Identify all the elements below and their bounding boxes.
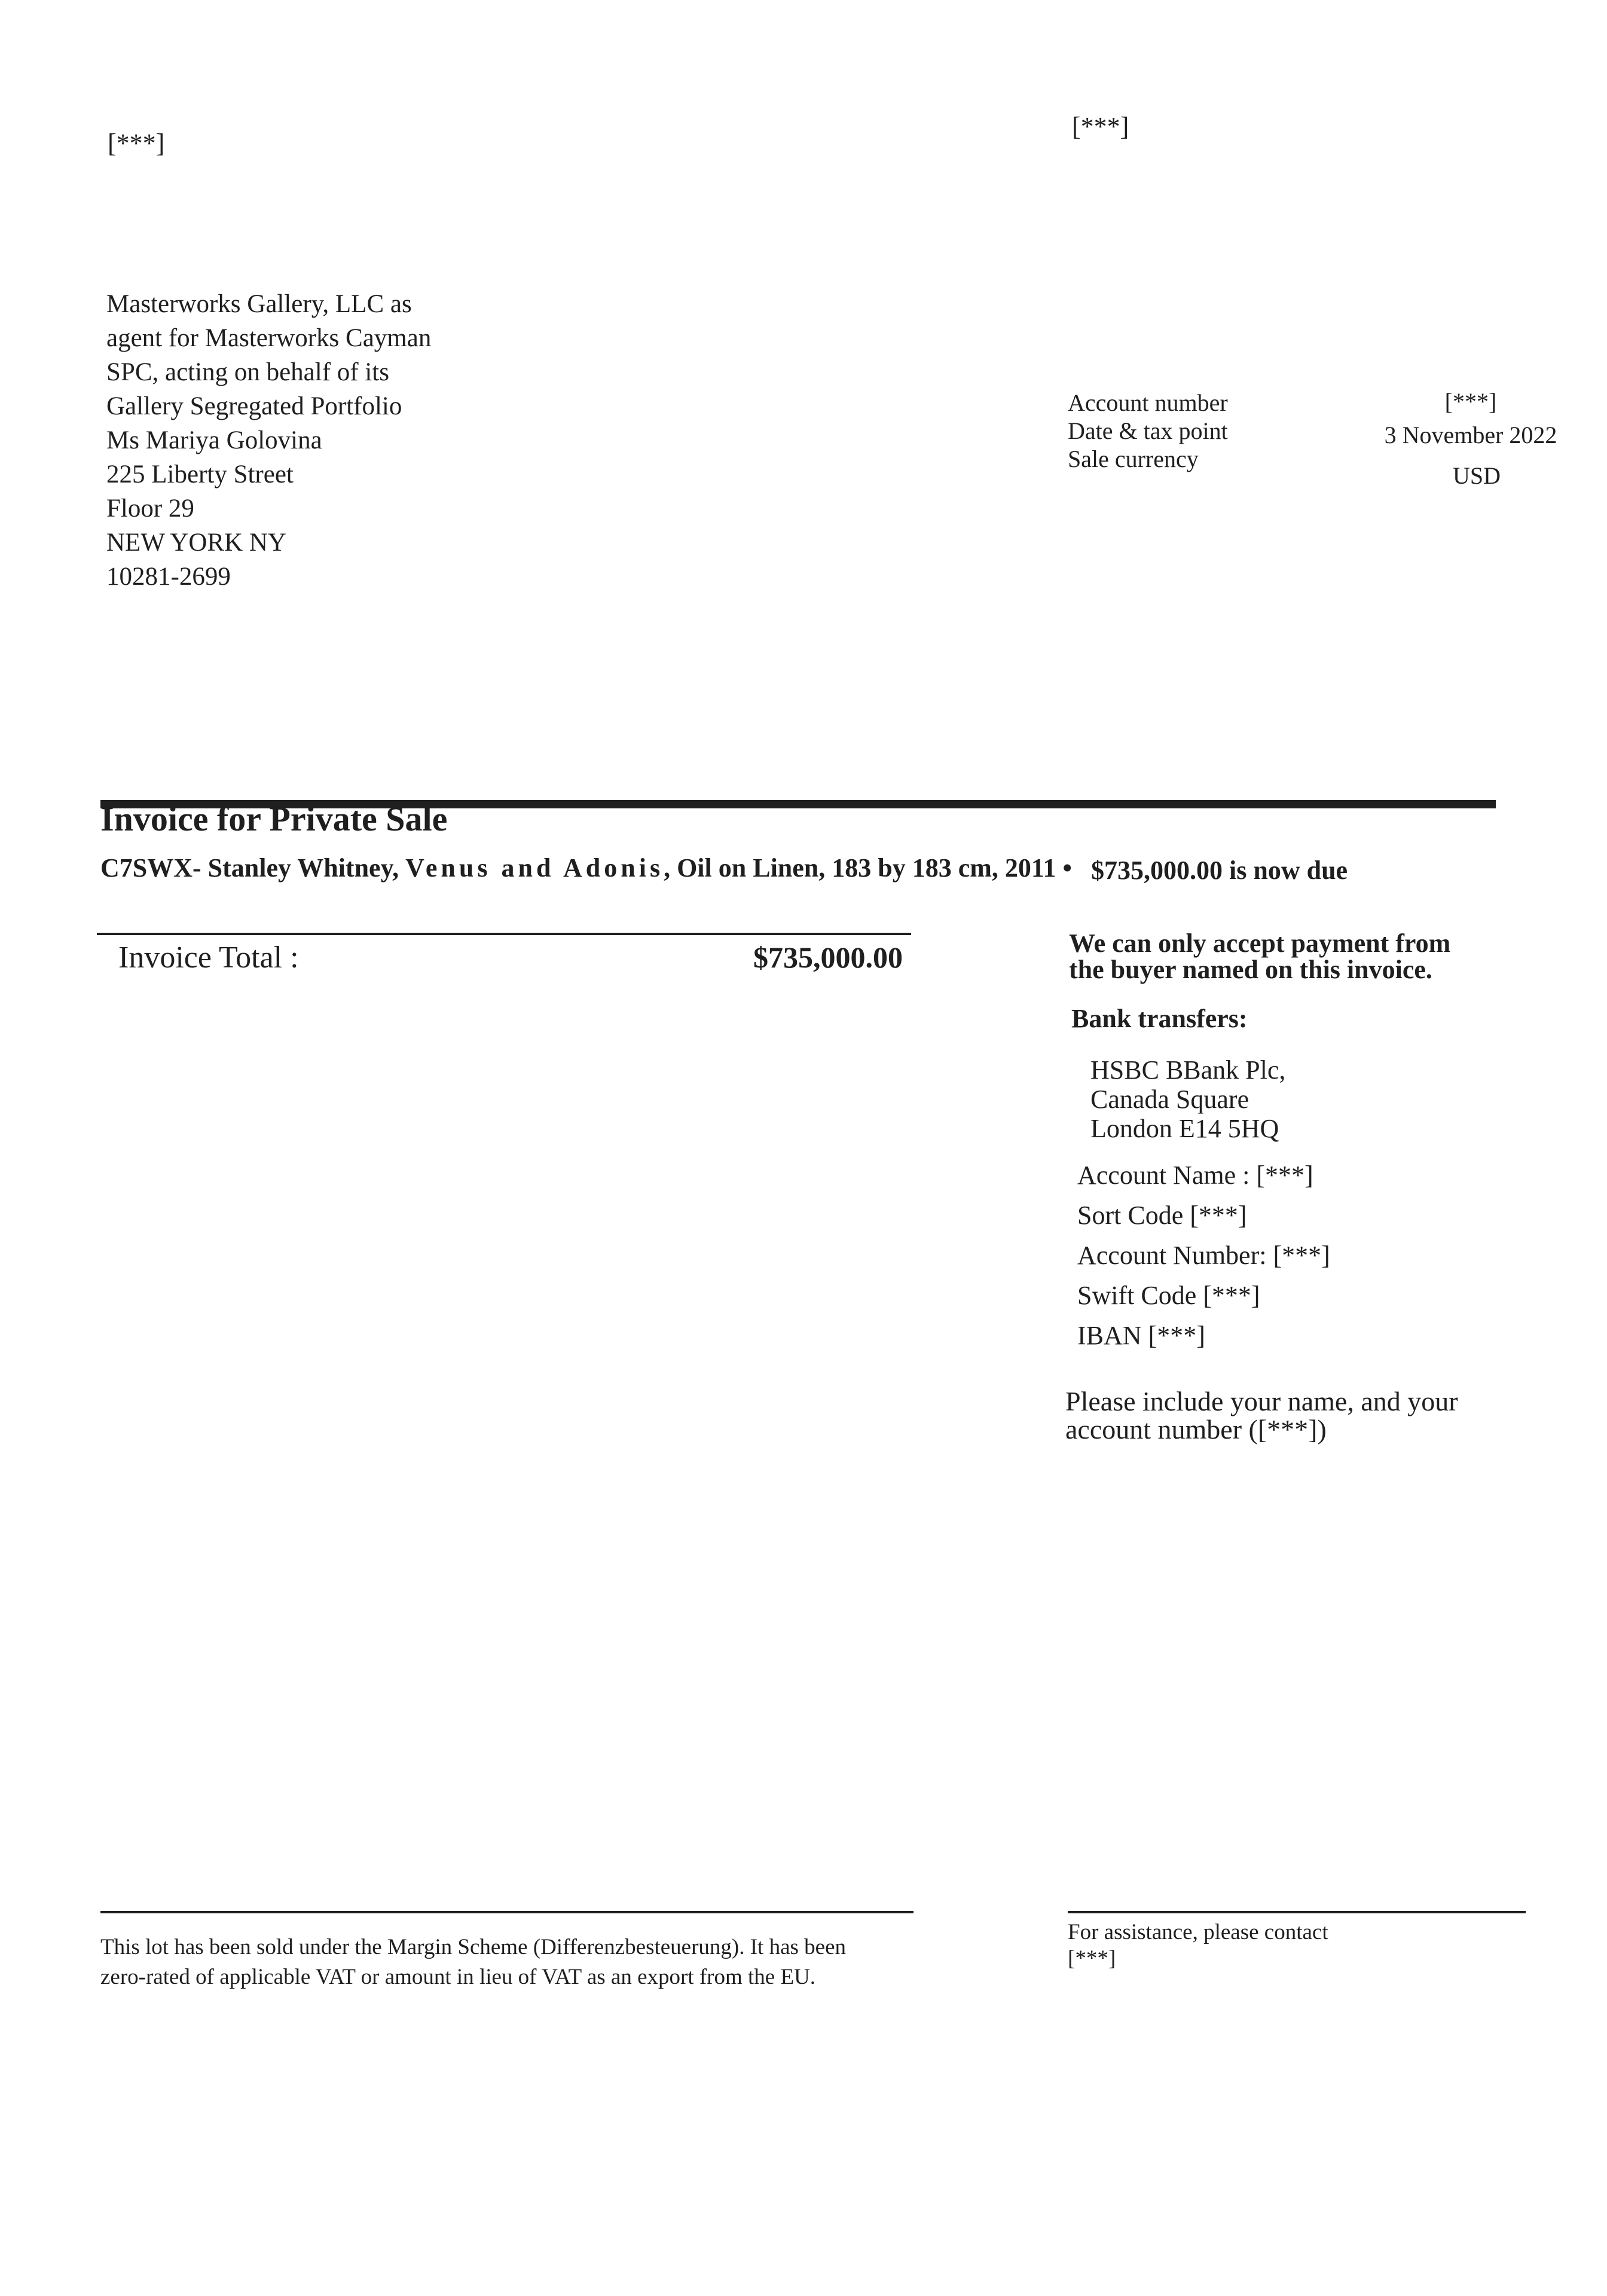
bank-address-line: London E14 5HQ xyxy=(1090,1114,1279,1143)
invoice-total-value: $735,000.00 xyxy=(753,941,903,974)
bank-address-line: Canada Square xyxy=(1090,1085,1249,1114)
lot-details: , Oil on Linen, 183 by 183 cm, 2011 • xyxy=(664,853,1072,883)
vat-line: This lot has been sold under the Margin Scheme (Differenzbesteuerung). It has been xyxy=(100,1935,846,1959)
assistance-label: For assistance, please contact xyxy=(1068,1920,1328,1944)
account-detail-line: Sort Code [***] xyxy=(1077,1201,1247,1230)
account-detail-line: Swift Code [***] xyxy=(1077,1281,1260,1310)
assistance-redacted: [***] xyxy=(1068,1946,1116,1971)
account-meta-labels xyxy=(1068,389,1228,473)
vat-line: zero-rated of applicable VAT or amount in lieu of VAT as an export from the EU. xyxy=(100,1965,816,1989)
reference-line: account number ([***]) xyxy=(1065,1414,1327,1445)
lot-description xyxy=(100,853,1072,883)
address-line: SPC, acting on behalf of its xyxy=(106,358,389,386)
account-detail-line: IBAN [***] xyxy=(1077,1321,1205,1350)
address-line: Masterworks Gallery, LLC as xyxy=(106,290,412,318)
account-detail-line: Account Number: [***] xyxy=(1077,1241,1330,1270)
invoice-title: Invoice for Private Sale xyxy=(100,799,448,838)
address-line: Ms Mariya Golovina xyxy=(106,426,322,454)
reference-line: Please include your name, and your xyxy=(1065,1386,1458,1416)
vat-statement xyxy=(100,1932,846,1992)
invoice-total-label: Invoice Total : xyxy=(118,941,299,975)
address-line: agent for Masterworks Cayman xyxy=(106,324,432,352)
currency-value: USD xyxy=(1452,462,1501,489)
assistance-contact xyxy=(1068,1919,1328,1972)
bank-transfers-heading: Bank transfers: xyxy=(1071,1004,1248,1033)
account-number-label: Account number xyxy=(1068,389,1228,416)
header-right-redacted: [***] xyxy=(1072,112,1129,141)
address-line: Gallery Segregated Portfolio xyxy=(106,392,402,420)
payment-reference-instruction xyxy=(1065,1387,1458,1443)
header-left-redacted: [***] xyxy=(108,129,165,158)
account-detail-line: Account Name : [***] xyxy=(1077,1161,1313,1190)
address-line: 225 Liberty Street xyxy=(106,460,294,488)
amount-due: $735,000.00 is now due xyxy=(1091,856,1348,885)
footer-left-rule xyxy=(100,1911,914,1913)
account-details xyxy=(1077,1160,1330,1360)
payment-notice-line: We can only accept payment from xyxy=(1069,929,1451,958)
currency-label: Sale currency xyxy=(1068,445,1199,472)
artwork-title: Venus and Adonis xyxy=(405,853,664,883)
account-number-value: [***] xyxy=(1444,388,1497,415)
address-line: Floor 29 xyxy=(106,494,194,523)
recipient-address xyxy=(106,287,431,594)
date-label: Date & tax point xyxy=(1068,417,1228,444)
payment-notice-line: the buyer named on this invoice. xyxy=(1069,955,1432,984)
total-rule xyxy=(97,933,911,935)
payment-notice xyxy=(1069,930,1450,983)
lot-code: C7SWX- Stanley Whitney, xyxy=(100,853,399,883)
date-value: 3 November 2022 xyxy=(1384,422,1557,448)
bank-address-line: HSBC BBank Plc, xyxy=(1090,1055,1286,1085)
address-line: NEW YORK NY xyxy=(106,529,286,557)
address-line: 10281-2699 xyxy=(106,563,231,591)
bank-address xyxy=(1090,1055,1285,1143)
footer-right-rule xyxy=(1068,1911,1526,1913)
